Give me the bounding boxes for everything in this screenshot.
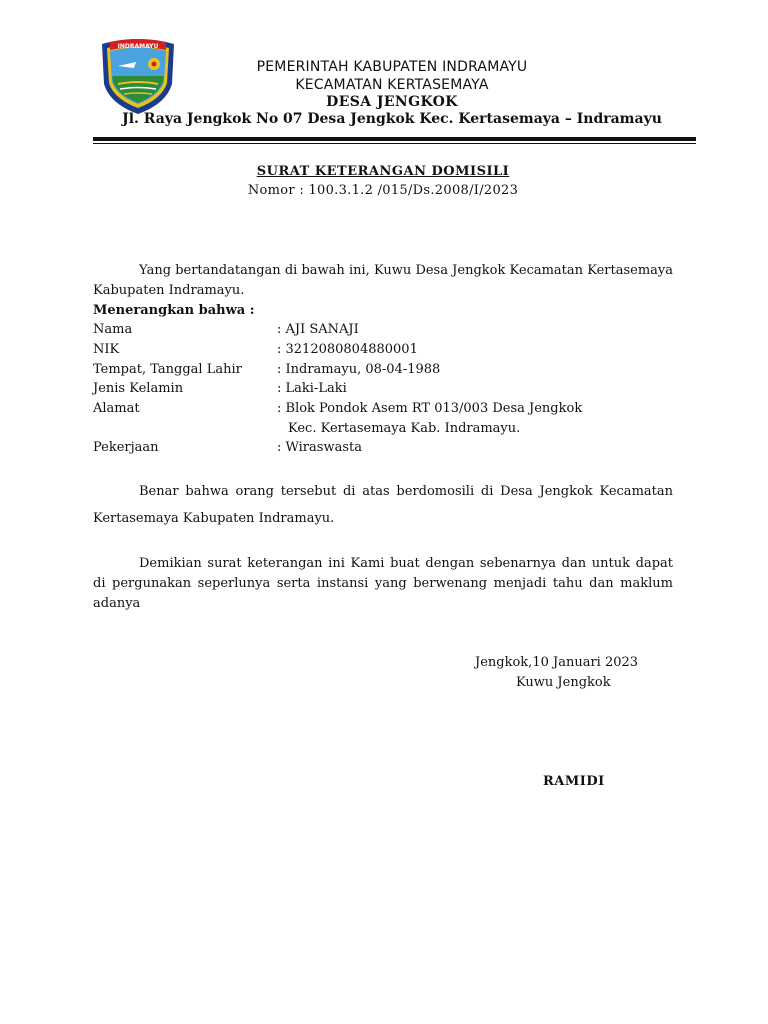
statement-lead: Menerangkan bahwa : [93,303,255,318]
field-label: Jenis Kelamin [93,381,184,396]
field-value: : 3212080804880001 [277,342,418,357]
signature-place-date: Jengkok,10 Januari 2023 [475,655,639,670]
field-value: : Blok Pondok Asem RT 013/003 Desa Jengkok [277,401,583,416]
field-value: : Laki-Laki [277,381,347,396]
letterhead-address-line: Jl. Raya Jengkok No 07 Desa Jengkok Kec. Kertasemaya – Indramayu [122,111,662,127]
signatory-name: RAMIDI [543,774,605,789]
field-value: : Indramayu, 08-04-1988 [277,362,441,377]
letterhead-divider-thick [93,137,696,141]
field-value: : Wiraswasta [277,440,362,455]
field-label: Nama [93,322,133,337]
letterhead-village-line: DESA JENGKOK [326,94,458,110]
svg-text:INDRAMAYU: INDRAMAYU [117,43,159,50]
field-label: NIK [93,342,120,357]
field-label: Tempat, Tanggal Lahir [93,362,242,377]
field-value-continued: Kec. Kertasemaya Kab. Indramayu. [288,421,521,436]
field-value: : AJI SANAJI [277,322,359,337]
document-title: SURAT KETERANGAN DOMISILI [256,164,510,179]
field-label: Pekerjaan [93,440,159,455]
signature-role: Kuwu Jengkok [516,675,611,690]
document-number: Nomor : 100.3.1.2 /015/Ds.2008/I/2023 [247,183,519,198]
field-label: Alamat [93,401,140,416]
letterhead-government-line: PEMERINTAH KABUPATEN INDRAMAYU [256,59,528,75]
domicile-statement-paragraph: Benar bahwa orang tersebut di atas berdomosili di Desa Jengkok Kecamatan Kertasemaya Kabupaten Indramayu. [93,484,673,526]
intro-paragraph: Yang bertandatangan di bawah ini, Kuwu Desa Jengkok Kecamatan Kertasemaya Kabupaten Indramayu. [93,263,673,298]
closing-paragraph: Demikian surat keterangan ini Kami buat dengan sebenarnya dan untuk dapat di pergunakan seperlunya serta instansi yang berwenang menjadi tahu dan maklum adanya [93,556,673,611]
letterhead-district-line: KECAMATAN KERTASEMAYA [295,77,489,93]
letterhead-divider-thin [93,143,696,144]
